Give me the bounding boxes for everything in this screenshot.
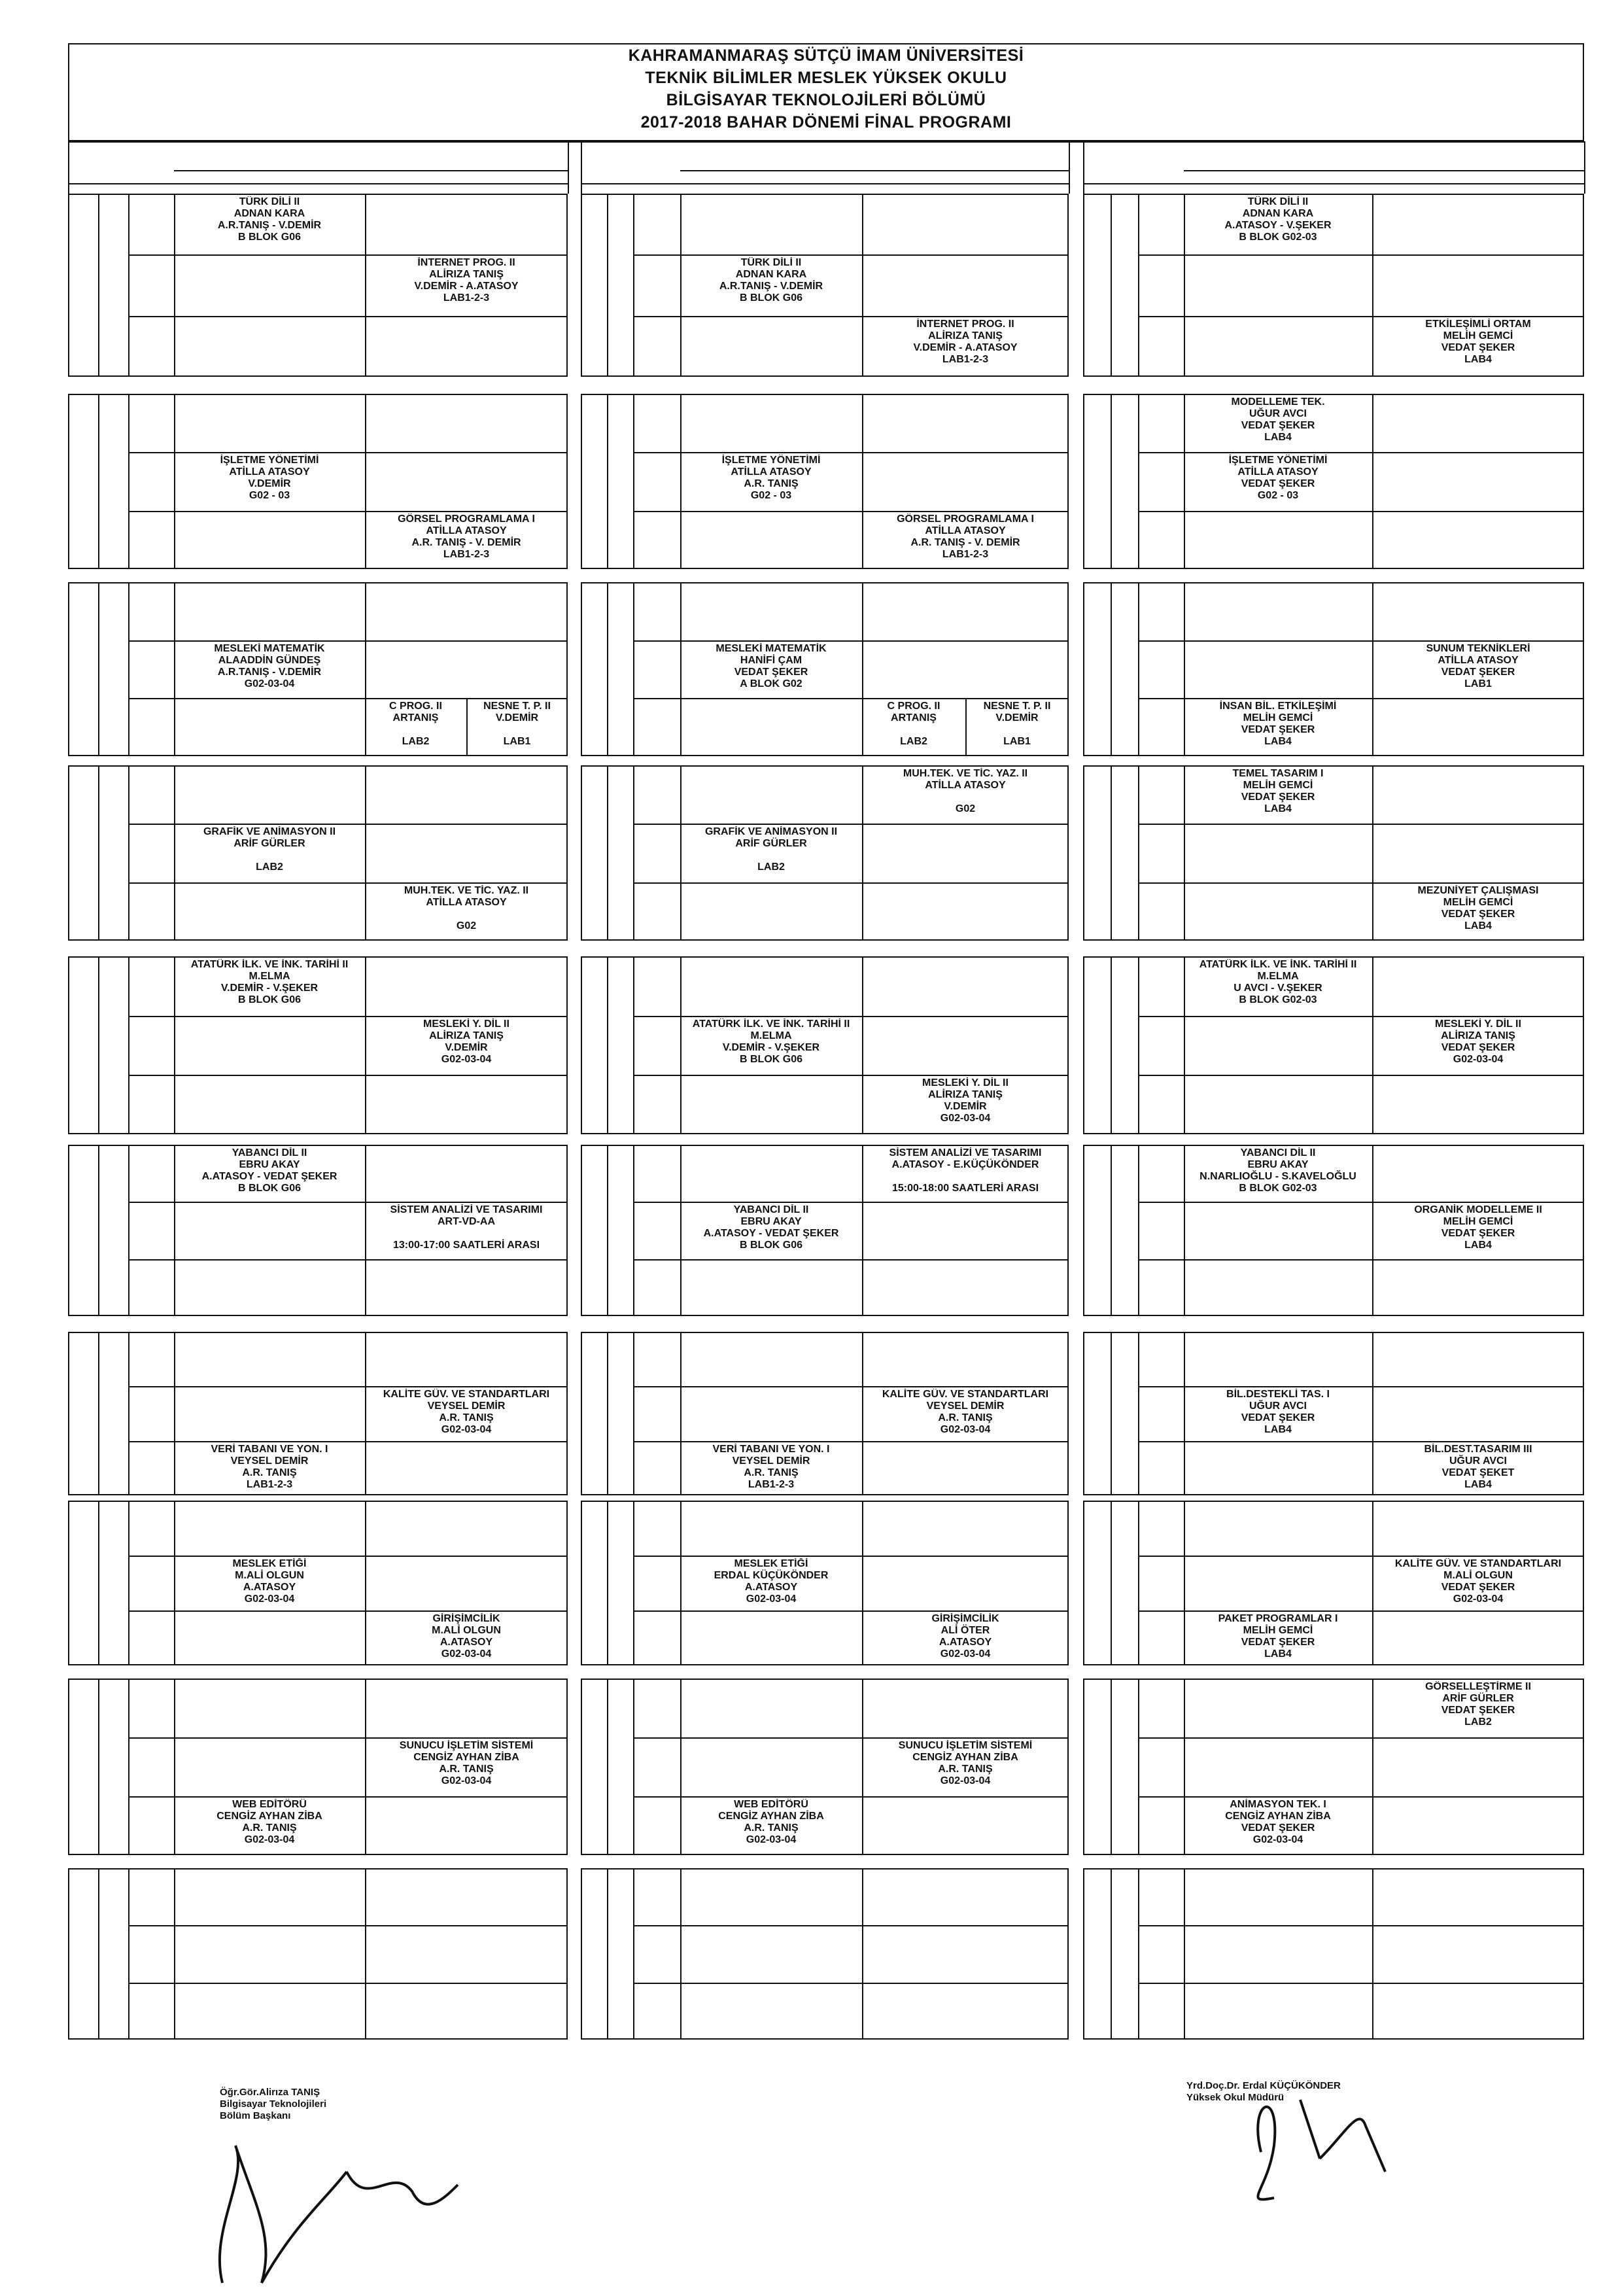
divider (98, 1868, 99, 2040)
row-divider (633, 254, 1069, 256)
row-divider (1138, 1796, 1584, 1798)
exam-entry: KALİTE GÜV. VE STANDARTLARI M.ALİ OLGUN VEDAT ŞEKER G02-03-04 (1394, 1558, 1562, 1605)
exam-entry: GİRİŞİMCİLİK ALİ ÖTER A.ATASOY G02-03-04 (931, 1613, 999, 1660)
row-divider (633, 640, 1069, 642)
divider (1111, 1501, 1112, 1665)
row-divider (633, 882, 1069, 884)
row-divider (1138, 511, 1584, 512)
divider (128, 194, 129, 377)
row-divider (1138, 1737, 1584, 1739)
divider (1138, 1868, 1139, 2040)
divider (633, 582, 634, 756)
divider (633, 394, 634, 569)
exam-entry: SİSTEM ANALİZİ VE TASARIMI A.ATASOY - E.KÜÇÜKÖNDER 15:00-18:00 SAATLERİ ARASI (889, 1147, 1042, 1194)
row-divider (128, 452, 568, 453)
exam-entry: NESNE T. P. II V.DEMİR LAB1 (483, 701, 551, 748)
exam-entry: ORGANİK MODELLEME II MELİH GEMCİ VEDAT ŞEKER LAB4 (1414, 1204, 1542, 1251)
row-divider (128, 1737, 568, 1739)
exam-entry: MUH.TEK. VE TİC. YAZ. II ATİLLA ATASOY G02 (404, 884, 529, 931)
divider (128, 1145, 129, 1316)
row-divider (633, 1016, 1069, 1017)
divider (1138, 582, 1139, 756)
divider (633, 765, 634, 941)
divider (1138, 765, 1139, 941)
exam-entry: ATATÜRK İLK. VE İNK. TARİHİ II M.ELMA V.DEMİR - V.ŞEKER B BLOK G06 (190, 959, 349, 1005)
divider (1184, 1868, 1185, 2040)
divider (128, 582, 129, 756)
divider (607, 1868, 608, 2040)
divider (607, 1501, 608, 1665)
exam-entry: İNSAN BİL. ETKİLEŞİMİ MELİH GEMCİ VEDAT ŞEKER LAB4 (1219, 701, 1337, 748)
divider (1138, 1332, 1139, 1495)
signature-scribble-left (196, 2126, 471, 2296)
divider (1138, 1145, 1139, 1316)
signature-left: Bölüm Başkanı (220, 2110, 291, 2121)
divider (128, 394, 129, 569)
exam-entry: ANİMASYON TEK. I CENGİZ AYHAN ZİBA VEDAT ŞEKER G02-03-04 (1225, 1799, 1331, 1845)
row-divider (128, 1610, 568, 1612)
divider (98, 1332, 99, 1495)
exam-entry: SUNUCU İŞLETİM SİSTEMİ CENGİZ AYHAN ZİBA A.R. TANIŞ G02-03-04 (399, 1740, 534, 1786)
exam-entry: ATATÜRK İLK. VE İNK. TARİHİ II M.ELMA U AVCI - V.ŞEKER B BLOK G02-03 (1199, 959, 1357, 1005)
header-divider (174, 170, 568, 171)
row-divider (128, 882, 568, 884)
row-divider (128, 698, 568, 699)
row-divider (128, 1386, 568, 1387)
divider (680, 1868, 682, 2040)
university-name: KAHRAMANMARAŞ SÜTÇÜ İMAM ÜNİVERSİTESİ (628, 46, 1024, 65)
divider (1111, 582, 1112, 756)
divider (633, 1145, 634, 1316)
divider (1111, 1868, 1112, 2040)
exam-entry: BİL.DEST.TASARIM III UĞUR AVCI VEDAT ŞEKET LAB4 (1424, 1443, 1532, 1490)
row-divider (128, 1983, 568, 1984)
row-divider (633, 824, 1069, 825)
row-divider (633, 511, 1069, 512)
divider (128, 1679, 129, 1855)
row-divider (128, 316, 568, 317)
exam-entry: YABANCI DİL II EBRU AKAY N.NARLIOĞLU - S.KAVELOĞLU B BLOK G02-03 (1199, 1147, 1356, 1194)
header-divider (680, 170, 1069, 171)
row-divider (633, 1796, 1069, 1798)
divider (607, 956, 608, 1134)
divider (1111, 1332, 1112, 1495)
row-divider (1138, 1202, 1584, 1203)
divider (607, 765, 608, 941)
day-block (1083, 1868, 1584, 2040)
row-divider (128, 1075, 568, 1076)
row-divider (633, 316, 1069, 317)
exam-entry: MUH.TEK. VE TİC. YAZ. II ATİLLA ATASOY G02 (903, 768, 1028, 814)
row-divider (633, 1925, 1069, 1926)
row-divider (633, 698, 1069, 699)
panel-edge (581, 141, 582, 194)
divider (633, 194, 634, 377)
exam-entry: MESLEKİ Y. DİL II ALİRIZA TANIŞ V.DEMİR G02-03-04 (922, 1077, 1009, 1124)
signature-right: Yrd.Doç.Dr. Erdal KÜÇÜKÖNDER (1186, 2080, 1341, 2091)
divider (1138, 1501, 1139, 1665)
row-divider (1138, 698, 1584, 699)
exam-entry: MESLEK ETİĞİ M.ALİ OLGUN A.ATASOY G02-03-04 (232, 1558, 307, 1605)
exam-entry: KALİTE GÜV. VE STANDARTLARI VEYSEL DEMİR A.R. TANIŞ G02-03-04 (882, 1389, 1049, 1436)
row-divider (1138, 316, 1584, 317)
exam-entry: GÖRSEL PROGRAMLAMA I ATİLLA ATASOY A.R. TANIŞ - V. DEMİR LAB1-2-3 (897, 513, 1034, 560)
row-divider (128, 511, 568, 512)
row-divider (128, 1556, 568, 1557)
row-divider (1138, 1075, 1584, 1076)
divider (1372, 394, 1373, 569)
department-name: BİLGİSAYAR TEKNOLOJİLERİ BÖLÜMÜ (666, 91, 986, 109)
divider (607, 1145, 608, 1316)
exam-entry: NESNE T. P. II V.DEMİR LAB1 (983, 701, 1051, 748)
row-divider (1138, 1441, 1584, 1442)
header-divider (581, 183, 1069, 184)
row-divider (128, 824, 568, 825)
panel-edge (1069, 141, 1070, 194)
divider (98, 765, 99, 941)
exam-entry: C PROG. II ARTANIŞ LAB2 (887, 701, 940, 748)
row-divider (1138, 1386, 1584, 1387)
row-divider (1138, 824, 1584, 825)
divider (607, 582, 608, 756)
row-divider (633, 1441, 1069, 1442)
row-divider (633, 1386, 1069, 1387)
panel-edge (68, 141, 69, 194)
exam-entry: ATATÜRK İLK. VE İNK. TARİHİ II M.ELMA V.DEMİR - V.ŞEKER B BLOK G06 (692, 1018, 850, 1065)
row-divider (128, 1796, 568, 1798)
divider (607, 1332, 608, 1495)
row-divider (1138, 1556, 1584, 1557)
row-divider (128, 1202, 568, 1203)
divider (607, 1679, 608, 1855)
row-divider (128, 1259, 568, 1261)
divider (1111, 394, 1112, 569)
header-divider (1184, 170, 1584, 171)
divider (98, 394, 99, 569)
exam-entry: MESLEK ETİĞİ ERDAL KÜÇÜKÖNDER A.ATASOY G02-03-04 (714, 1558, 829, 1605)
row-divider (633, 452, 1069, 453)
exam-entry: YABANCI DİL II EBRU AKAY A.ATASOY - VEDAT ŞEKER B BLOK G06 (201, 1147, 337, 1194)
exam-entry: TÜRK DİLİ II ADNAN KARA A.R.TANIŞ - V.DEMİR B BLOK G06 (217, 196, 322, 243)
row-divider (633, 1202, 1069, 1203)
divider (98, 1679, 99, 1855)
divider (633, 1332, 634, 1495)
row-divider (1138, 882, 1584, 884)
row-divider (1138, 1925, 1584, 1926)
divider (1138, 1679, 1139, 1855)
exam-entry: YABANCI DİL II EBRU AKAY A.ATASOY - VEDAT ŞEKER B BLOK G06 (703, 1204, 839, 1251)
divider (174, 1868, 175, 2040)
divider (98, 956, 99, 1134)
divider (1372, 1868, 1373, 2040)
divider (862, 1868, 863, 2040)
exam-entry: WEB EDİTÖRÜ CENGİZ AYHAN ZİBA A.R. TANIŞ G02-03-04 (718, 1799, 824, 1845)
row-divider (633, 1075, 1069, 1076)
divider (607, 394, 608, 569)
school-name: TEKNİK BİLİMLER MESLEK YÜKSEK OKULU (645, 69, 1007, 87)
divider (128, 1332, 129, 1495)
divider (98, 194, 99, 377)
row-divider (128, 1441, 568, 1442)
panel-edge (568, 141, 569, 194)
divider (98, 1145, 99, 1316)
row-divider (633, 1610, 1069, 1612)
exam-entry: C PROG. II ARTANIŞ LAB2 (389, 701, 442, 748)
divider (98, 582, 99, 756)
exam-entry: SİSTEM ANALİZİ VE TASARIMI ART-VD-AA 13:00-17:00 SAATLERİ ARASI (390, 1204, 543, 1251)
exam-entry: PAKET PROGRAMLAR I MELİH GEMCİ VEDAT ŞEKER LAB4 (1218, 1613, 1338, 1660)
signature-left: Öğr.Gör.Alirıza TANIŞ (220, 2087, 320, 2098)
divider (1111, 1679, 1112, 1855)
exam-entry: WEB EDİTÖRÜ CENGİZ AYHAN ZİBA A.R. TANIŞ G02-03-04 (216, 1799, 322, 1845)
divider (365, 1868, 366, 2040)
header-divider (68, 141, 1584, 143)
row-divider (128, 254, 568, 256)
exam-entry: KALİTE GÜV. VE STANDARTLARI VEYSEL DEMİR A.R. TANIŞ G02-03-04 (383, 1389, 550, 1436)
divider (1138, 956, 1139, 1134)
signature-left: Bilgisayar Teknolojileri (220, 2098, 327, 2110)
divider (1138, 194, 1139, 377)
row-divider (633, 1737, 1069, 1739)
divider (633, 956, 634, 1134)
exam-entry: TEMEL TASARIM I MELİH GEMCİ VEDAT ŞEKER LAB4 (1232, 768, 1324, 814)
exam-entry: İŞLETME YÖNETİMİ ATİLLA ATASOY A.R. TANIŞ G02 - 03 (721, 455, 821, 502)
exam-entry: TÜRK DİLİ II ADNAN KARA A.ATASOY - V.ŞEKER B BLOK G02-03 (1224, 196, 1332, 243)
panel-edge (1083, 141, 1084, 194)
exam-entry: İNTERNET PROG. II ALİRIZA TANIŞ V.DEMİR - A.ATASOY LAB1-2-3 (414, 257, 519, 304)
divider (1138, 394, 1139, 569)
row-divider (633, 1983, 1069, 1984)
exam-entry: MODELLEME TEK. UĞUR AVCI VEDAT ŞEKER LAB4 (1231, 396, 1325, 443)
exam-entry: MESLEKİ Y. DİL II ALİRIZA TANIŞ VEDAT ŞEKER G02-03-04 (1435, 1018, 1521, 1065)
divider (633, 1501, 634, 1665)
row-divider (1138, 1016, 1584, 1017)
row-divider (1138, 452, 1584, 453)
divider (128, 956, 129, 1134)
exam-entry: MESLEKİ MATEMATİK HANİFİ ÇAM VEDAT ŞEKER A BLOK G02 (716, 642, 827, 689)
divider (607, 194, 608, 377)
divider (1111, 1145, 1112, 1316)
exam-entry: İŞLETME YÖNETİMİ ATİLLA ATASOY VEDAT ŞEKER G02 - 03 (1228, 455, 1328, 502)
exam-entry: VERİ TABANI VE YON. I VEYSEL DEMİR A.R. TANIŞ LAB1-2-3 (211, 1443, 328, 1490)
divider (98, 1501, 99, 1665)
document-header (68, 43, 1584, 141)
row-divider (1138, 1983, 1584, 1984)
exam-entry: SUNUCU İŞLETİM SİSTEMİ CENGİZ AYHAN ZİBA A.R. TANIŞ G02-03-04 (898, 1740, 1033, 1786)
row-divider (1138, 254, 1584, 256)
exam-entry: TÜRK DİLİ II ADNAN KARA A.R.TANIŞ - V.DEMİR B BLOK G06 (719, 257, 823, 304)
exam-entry: İŞLETME YÖNETİMİ ATİLLA ATASOY V.DEMİR G02 - 03 (220, 455, 319, 502)
exam-entry: MESLEKİ Y. DİL II ALİRIZA TANIŞ V.DEMİR G02-03-04 (423, 1018, 509, 1065)
divider (633, 1868, 634, 2040)
row-divider (1138, 640, 1584, 642)
header-divider (1083, 183, 1584, 184)
exam-entry: BİL.DESTEKLİ TAS. I UĞUR AVCI VEDAT ŞEKER LAB4 (1226, 1389, 1330, 1436)
row-divider (128, 1016, 568, 1017)
divider (1111, 956, 1112, 1134)
signature-scribble-right (1222, 2074, 1405, 2211)
exam-entry: İNTERNET PROG. II ALİRIZA TANIŞ V.DEMİR - A.ATASOY LAB1-2-3 (913, 318, 1018, 365)
row-divider (128, 1925, 568, 1926)
row-divider (1138, 1610, 1584, 1612)
exam-entry: GÖRSELLEŞTİRME II ARİF GÜRLER VEDAT ŞEKER LAB2 (1425, 1681, 1531, 1728)
day-block (581, 1868, 1069, 2040)
exam-entry: GRAFİK VE ANİMASYON II ARİF GÜRLER LAB2 (704, 826, 838, 873)
exam-entry: VERİ TABANI VE YON. I VEYSEL DEMİR A.R. TANIŞ LAB1-2-3 (712, 1443, 830, 1490)
exam-entry: MESLEKİ MATEMATİK ALAADDİN GÜNDEŞ A.R.TANIŞ - V.DEMİR G02-03-04 (214, 642, 325, 689)
exam-entry: SUNUM TEKNİKLERİ ATİLLA ATASOY VEDAT ŞEKER LAB1 (1426, 642, 1530, 689)
exam-entry: MEZUNİYET ÇALIŞMASI MELİH GEMCİ VEDAT ŞEKER LAB4 (1417, 884, 1539, 931)
exam-entry: GRAFİK VE ANİMASYON II ARİF GÜRLER LAB2 (203, 826, 336, 873)
row-divider (128, 640, 568, 642)
divider (128, 1501, 129, 1665)
exam-entry: GÖRSEL PROGRAMLAMA I ATİLLA ATASOY A.R. TANIŞ - V. DEMİR LAB1-2-3 (398, 513, 535, 560)
divider (128, 765, 129, 941)
row-divider (633, 1556, 1069, 1557)
signature-right: Yüksek Okul Müdürü (1186, 2092, 1285, 2103)
document-title: 2017-2018 BAHAR DÖNEMİ FİNAL PROGRAMI (640, 113, 1012, 131)
exam-entry: ETKİLEŞİMLİ ORTAM MELİH GEMCİ VEDAT ŞEKER LAB4 (1425, 318, 1531, 365)
row-divider (633, 1259, 1069, 1261)
divider (1111, 194, 1112, 377)
header-divider (68, 183, 568, 184)
exam-entry: GİRİŞİMCİLİK M.ALİ OLGUN A.ATASOY G02-03-04 (432, 1613, 501, 1660)
day-block (68, 1868, 568, 2040)
divider (128, 1868, 129, 2040)
panel-edge (1584, 141, 1585, 194)
divider (633, 1679, 634, 1855)
row-divider (1138, 1259, 1584, 1261)
divider (1111, 765, 1112, 941)
